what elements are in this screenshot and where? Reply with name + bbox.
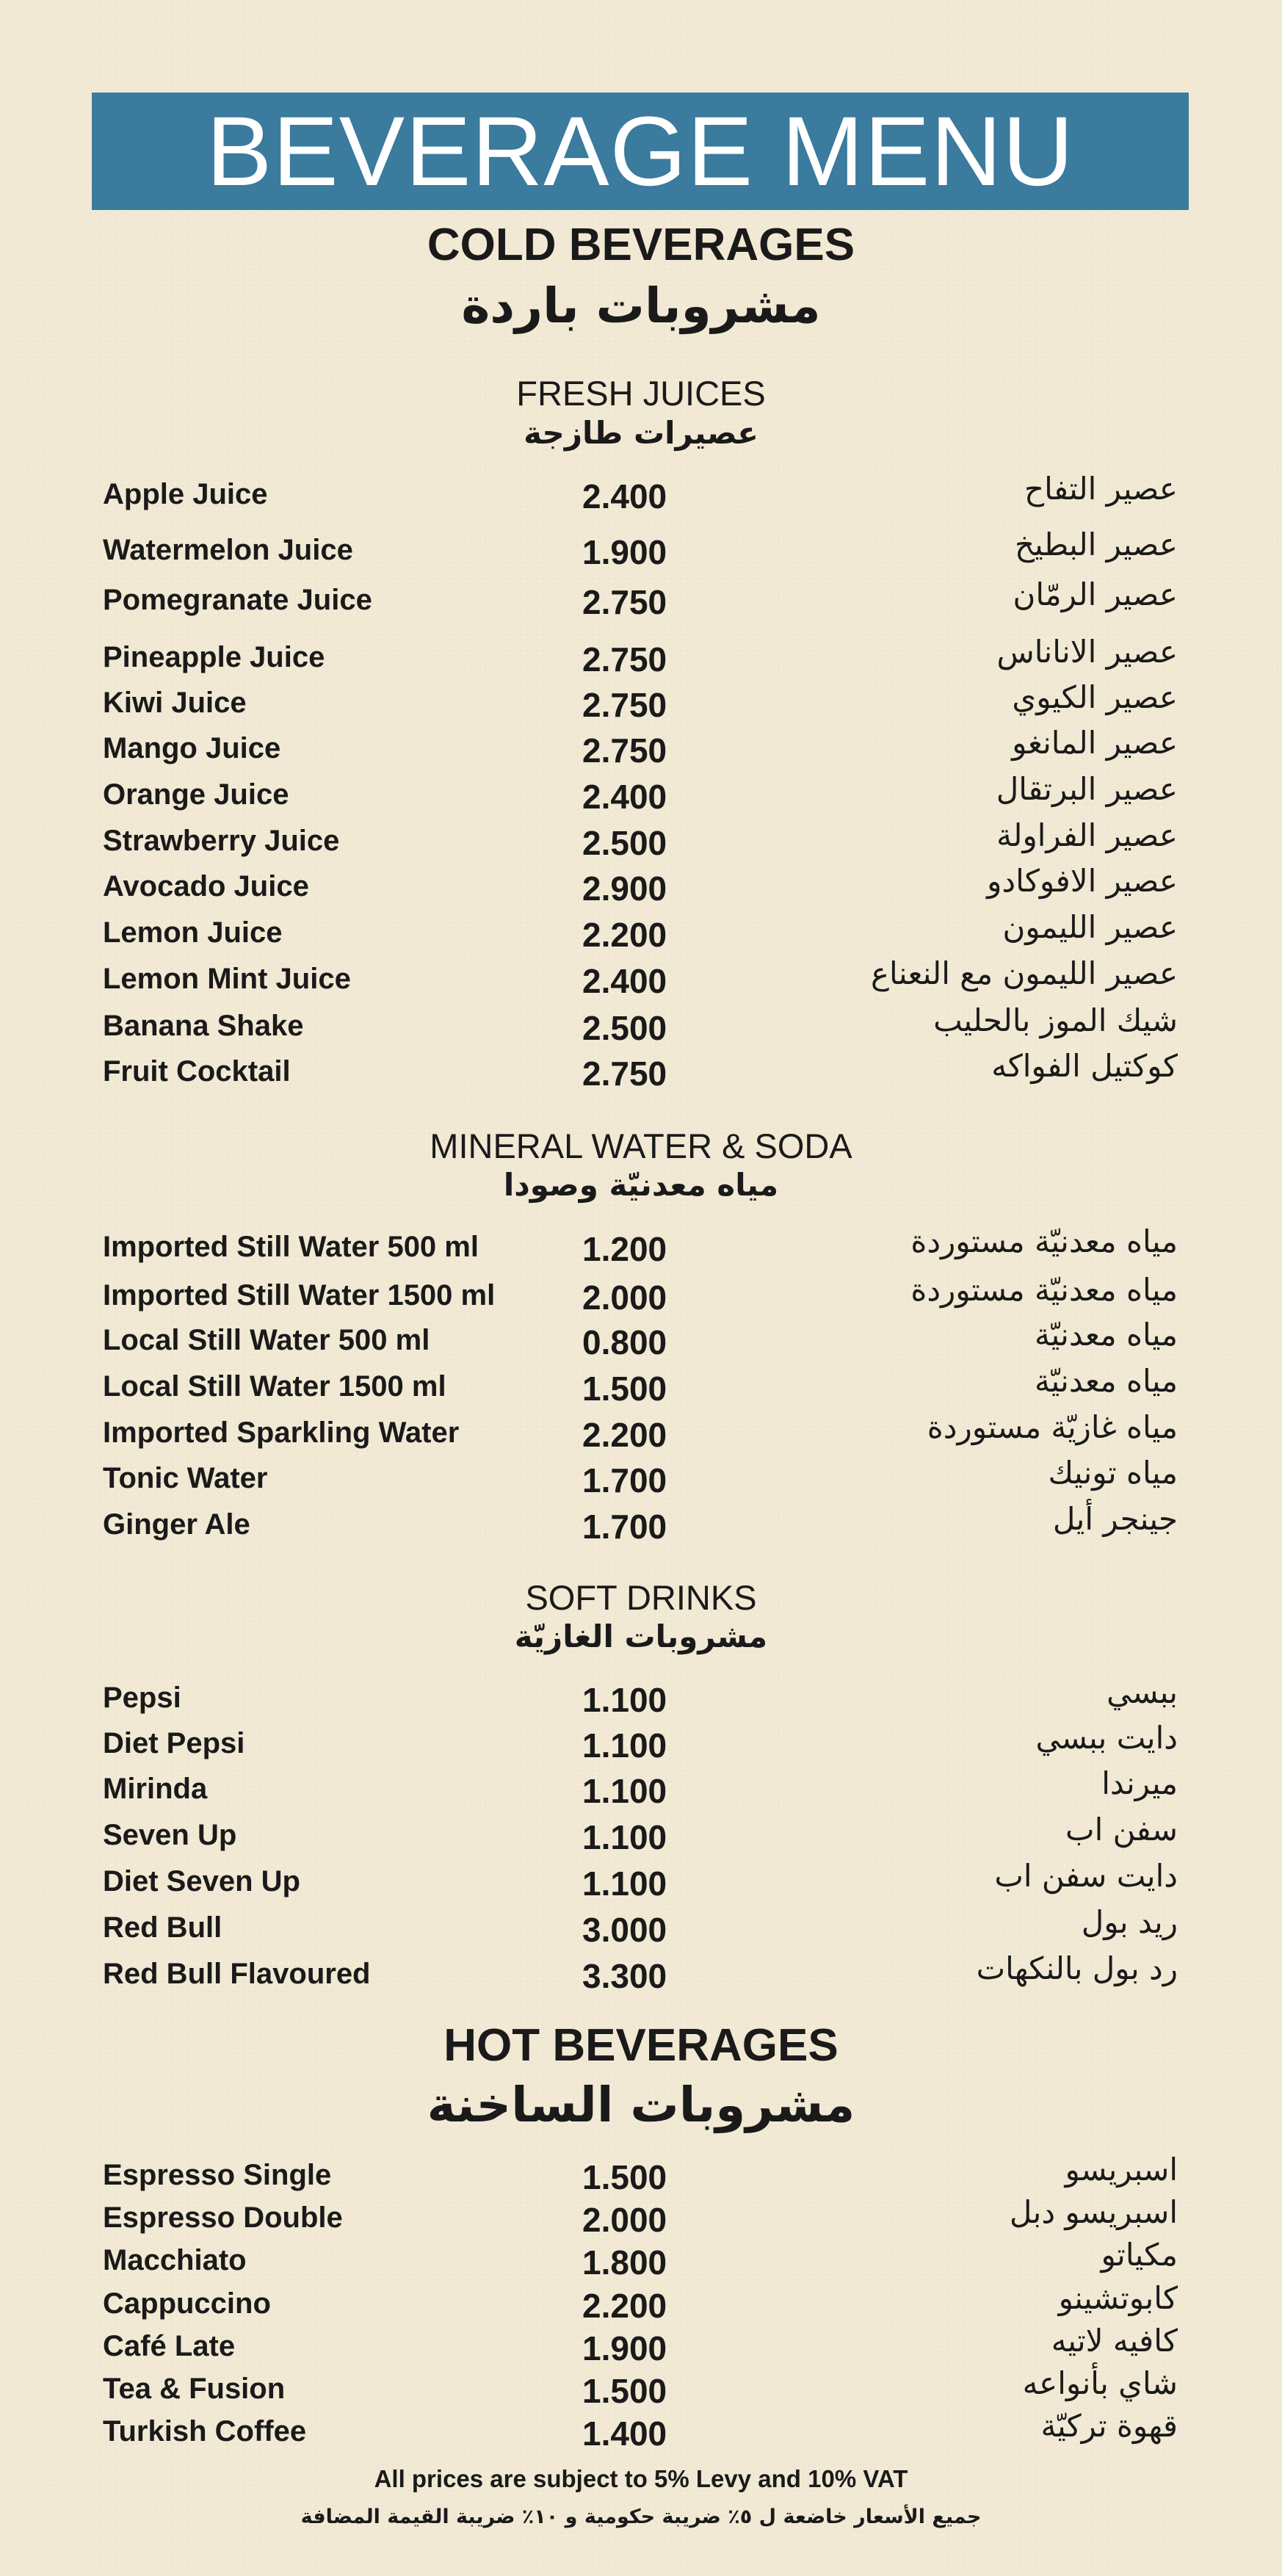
hot-beverages-heading-ar: مشروبات الساخنة bbox=[427, 2077, 855, 2133]
item-name: Café Late bbox=[103, 2330, 236, 2362]
item-name-ar: عصير الليمون bbox=[1002, 909, 1178, 945]
item-name-ar: عصير التفاح bbox=[1024, 471, 1178, 507]
mineral-water-heading: MINERAL WATER & SODA bbox=[430, 1126, 852, 1165]
item-price: 2.750 bbox=[582, 1054, 667, 1093]
item-name-ar: عصير الرمّان bbox=[1013, 576, 1178, 612]
item-price: 2.200 bbox=[582, 1416, 667, 1454]
menu-title: BEVERAGE MENU bbox=[206, 96, 1075, 206]
item-name: Imported Still Water 500 ml bbox=[103, 1231, 479, 1263]
item-name-ar: مياه معدنيّة bbox=[1034, 1363, 1178, 1399]
item-price: 0.800 bbox=[582, 1323, 667, 1361]
hot-beverages-heading: HOT BEVERAGES bbox=[443, 2020, 839, 2071]
item-name-ar: مياه معدنيّة مستوردة bbox=[910, 1223, 1178, 1259]
item-name: Ginger Ale bbox=[103, 1508, 250, 1541]
menu-title-banner bbox=[92, 93, 1189, 210]
item-name-ar: عصير الليمون مع النعناع bbox=[870, 955, 1178, 991]
item-name-ar: دايت ببسي bbox=[1035, 1720, 1178, 1756]
item-price: 1.500 bbox=[582, 2372, 667, 2410]
item-name-ar: قهوة تركيّة bbox=[1040, 2408, 1178, 2444]
item-price: 2.500 bbox=[582, 1009, 667, 1047]
item-name-ar: مياه تونيك bbox=[1048, 1455, 1178, 1491]
item-name: Diet Seven Up bbox=[103, 1865, 300, 1897]
cold-beverages-heading: COLD BEVERAGES bbox=[427, 220, 855, 270]
item-price: 2.750 bbox=[582, 686, 667, 724]
item-name-ar: ريد بول bbox=[1081, 1904, 1178, 1940]
item-price: 2.750 bbox=[582, 583, 667, 621]
item-name-ar: شيك الموز بالحليب bbox=[933, 1002, 1178, 1038]
item-price: 1.900 bbox=[582, 533, 667, 571]
item-name-ar: مياه غازيّة مستوردة bbox=[927, 1409, 1178, 1445]
item-name: Diet Pepsi bbox=[103, 1727, 245, 1759]
item-name-ar: ميرندا bbox=[1101, 1765, 1178, 1801]
item-price: 1.500 bbox=[582, 2158, 667, 2196]
item-price: 2.200 bbox=[582, 2287, 667, 2325]
item-name-ar: عصير الفراولة bbox=[996, 817, 1178, 853]
item-name-ar: مكياتو bbox=[1101, 2237, 1178, 2273]
item-name: Cappuccino bbox=[103, 2287, 271, 2320]
item-name: Espresso Double bbox=[103, 2201, 343, 2234]
item-name: Tonic Water bbox=[103, 1462, 268, 1494]
item-name: Local Still Water 500 ml bbox=[103, 1324, 430, 1356]
item-name: Imported Sparkling Water bbox=[103, 1417, 460, 1449]
item-price: 1.400 bbox=[582, 2414, 667, 2453]
item-name: Orange Juice bbox=[103, 778, 289, 811]
item-name-ar: رد بول بالنكهات bbox=[976, 1950, 1178, 1986]
item-name-ar: كوكتيل الفواكه bbox=[991, 1048, 1178, 1084]
item-name: Banana Shake bbox=[103, 1010, 304, 1042]
item-price: 3.300 bbox=[582, 1957, 667, 1995]
item-name: Imported Still Water 1500 ml bbox=[103, 1279, 496, 1311]
item-name: Pineapple Juice bbox=[103, 641, 325, 673]
item-name: Tea & Fusion bbox=[103, 2373, 286, 2405]
item-name-ar: كابوتشينو bbox=[1058, 2280, 1178, 2316]
item-name: Pepsi bbox=[103, 1682, 181, 1714]
item-price: 2.400 bbox=[582, 962, 667, 1000]
item-name-ar: مياه معدنيّة bbox=[1034, 1317, 1178, 1353]
tax-note-ar: جميع الأسعار خاضعة ل ٥٪ ضريبة حكومية و ١٠٪ ضريبة القيمة المضافة bbox=[300, 2506, 982, 2528]
item-name: Watermelon Juice bbox=[103, 534, 353, 566]
item-name: Fruit Cocktail bbox=[103, 1055, 291, 1088]
item-price: 2.000 bbox=[582, 1278, 667, 1317]
item-name-ar: سفن اب bbox=[1065, 1812, 1178, 1848]
item-name-ar: جينجر أيل bbox=[1052, 1501, 1178, 1537]
item-name-ar: عصير البرتقال bbox=[996, 771, 1178, 807]
item-price: 1.800 bbox=[582, 2243, 667, 2282]
item-price: 2.500 bbox=[582, 824, 667, 862]
item-name-ar: دايت سفن اب bbox=[994, 1858, 1178, 1894]
item-name: Local Still Water 1500 ml bbox=[103, 1370, 446, 1403]
item-name-ar: ببسي bbox=[1107, 1674, 1178, 1710]
item-price: 1.100 bbox=[582, 1681, 667, 1719]
soft-drinks-heading: SOFT DRINKS bbox=[525, 1578, 757, 1617]
item-name: Lemon Mint Juice bbox=[103, 963, 351, 995]
item-name-ar: عصير المانغو bbox=[1012, 725, 1178, 761]
item-price: 2.750 bbox=[582, 640, 667, 679]
item-name: Macchiato bbox=[103, 2244, 247, 2276]
item-name: Kiwi Juice bbox=[103, 687, 247, 719]
fresh-juices-heading: FRESH JUICES bbox=[516, 374, 766, 413]
item-name-ar: شاي بأنواعه bbox=[1022, 2365, 1178, 2401]
item-name-ar: اسبريسو دبل bbox=[1009, 2194, 1178, 2230]
item-name: Red Bull Flavoured bbox=[103, 1958, 371, 1990]
tax-note: All prices are subject to 5% Levy and 10% VAT bbox=[374, 2465, 908, 2492]
item-name-ar: عصير البطيخ bbox=[1014, 527, 1178, 562]
item-name-ar: عصير الافوكادو bbox=[987, 863, 1178, 899]
item-price: 1.100 bbox=[582, 1864, 667, 1903]
item-name: Lemon Juice bbox=[103, 916, 283, 949]
item-name: Red Bull bbox=[103, 1911, 222, 1944]
item-name-ar: عصير الكيوي bbox=[1012, 679, 1178, 715]
item-name: Avocado Juice bbox=[103, 870, 309, 902]
item-name: Apple Juice bbox=[103, 478, 268, 510]
soft-drinks-heading-ar: مشروبات الغازيّة bbox=[514, 1618, 768, 1654]
item-price: 1.200 bbox=[582, 1230, 667, 1268]
item-price: 1.100 bbox=[582, 1726, 667, 1765]
item-price: 2.200 bbox=[582, 916, 667, 954]
item-price: 2.750 bbox=[582, 731, 667, 770]
item-price: 3.000 bbox=[582, 1911, 667, 1949]
item-name-ar: اسبريسو bbox=[1065, 2152, 1178, 2188]
item-name-ar: كافيه لاتيه bbox=[1051, 2323, 1178, 2359]
item-name-ar: عصير الاناناس bbox=[996, 634, 1178, 670]
mineral-water-heading-ar: مياه معدنيّة وصودا bbox=[503, 1167, 779, 1203]
item-price: 2.400 bbox=[582, 778, 667, 816]
cold-beverages-heading-ar: مشروبات باردة bbox=[461, 278, 821, 334]
item-name: Seven Up bbox=[103, 1819, 237, 1851]
item-price: 1.500 bbox=[582, 1370, 667, 1408]
item-name: Mango Juice bbox=[103, 732, 281, 764]
item-name: Turkish Coffee bbox=[103, 2415, 307, 2447]
item-price: 2.400 bbox=[582, 477, 667, 515]
item-name: Strawberry Juice bbox=[103, 825, 340, 857]
item-price: 2.900 bbox=[582, 869, 667, 908]
item-name: Mirinda bbox=[103, 1773, 208, 1805]
item-price: 1.100 bbox=[582, 1772, 667, 1810]
item-price: 1.700 bbox=[582, 1461, 667, 1499]
item-price: 1.900 bbox=[582, 2329, 667, 2367]
item-price: 1.700 bbox=[582, 1508, 667, 1546]
item-price: 1.100 bbox=[582, 1818, 667, 1856]
item-name-ar: مياه معدنيّة مستوردة bbox=[910, 1272, 1178, 1308]
item-name: Pomegranate Juice bbox=[103, 584, 372, 616]
item-price: 2.000 bbox=[582, 2201, 667, 2239]
fresh-juices-heading-ar: عصيرات طازجة bbox=[524, 415, 758, 451]
item-name: Espresso Single bbox=[103, 2159, 332, 2191]
